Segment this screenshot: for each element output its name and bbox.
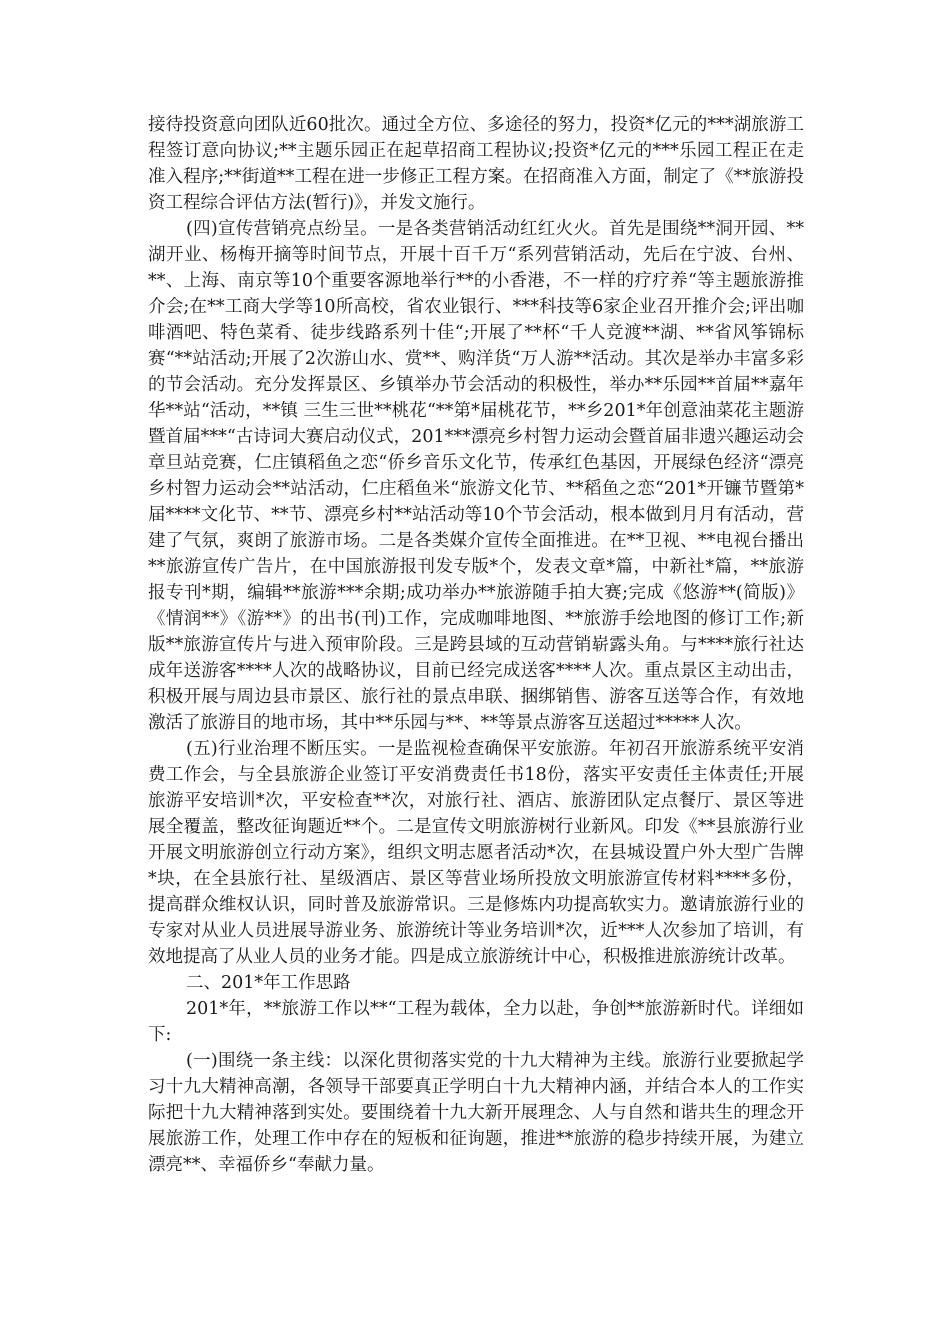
paragraph-main-line: (一)围绕一条主线：以深化贯彻落实党的十九大精神为主线。旅游行业要掀起学习十九大精神高潮，各领导干部要真正学明白十九大精神内涵，并结合本人的工作实际把十九大精神落到实处。要围绕着十九大新开展理念、人与自然和谐共生的理念开展旅游工作，处理工作中存在的短板和征询题，推进**旅游的稳步持续开展，为建立漂亮**、幸福侨乡“奉献力量。 (148, 1051, 804, 1175)
section-heading-work-plan: 二、201*年工作思路 (186, 973, 351, 993)
document-body (148, 112, 804, 1178)
paragraph-industry-governance: (五)行业治理不断压实。一是监视检查确保平安旅游。年初召开旅游系统平安消费工作会，与全县旅游企业签订平安消费责任书18份，落实平安责任主体责任;开展旅游平安培训*次，平安检查**次，对旅行社、酒店、旅游团队定点餐厅、景区等进展全覆盖，整改征询题近**个。二是宣传文明旅游树行业新风。印发《**县旅游行业开展文明旅游创立行动方案》，组织文明志愿者活动*次，在县城设置户外大型广告牌*块，在全县旅行社、星级酒店、景区等营业场所投放文明旅游宣传材料****多份，提高群众维权认识，同时普及旅游常识。三是修炼内功提高软实力。邀请旅游行业的专家对从业人员进展导游业务、旅游统计等业务培训*次，近***人次参加了培训，有效地提高了从业人员的业务才能。四是成立旅游统计中心，积极推进旅游统计改革。 (148, 739, 804, 967)
paragraph-investment-summary: 接待投资意向团队近60批次。通过全方位、多途径的努力，投资*亿元的***湖旅游工程签订意向协议;**主题乐园正在起草招商工程协议;投资*亿元的***乐园工程正在走准入程序;**街道**工程在进一步修正工程方案。在招商准入方面，制定了《**旅游投资工程综合评估方法(暂行)》，并发文施行。 (148, 115, 804, 213)
paragraph-work-plan-intro: 201*年，**旅游工作以**“工程为载体，全力以赴，争创**旅游新时代。详细如下: (148, 999, 804, 1045)
paragraph-marketing-highlights: (四)宣传营销亮点纷呈。一是各类营销活动红红火火。首先是围绕**洞开园、**湖开业、杨梅开摘等时间节点，开展十百千万“系列营销活动，先后在宁波、台州、**、上海、南京等10个重要客源地举行**的小香港，不一样的疗疗养“等主题旅游推介会;在**工商大学等10所高校，省农业银行、***科技等6家企业召开推介会;评出咖啡酒吧、特色菜肴、徒步线路系列十佳“;开展了**杯“千人竞渡**湖、**省风筝锦标赛“**站活动;开展了2次游山水、赏**、购洋货“万人游**活动。其次是举办丰富多彩的节会活动。充分发挥景区、乡镇举办节会活动的积极性，举办**乐园**首届**嘉年华**站“活动，**镇 三生三世**桃花“**第*届桃花节，**乡201*年创意油菜花主题游暨首届***“古诗词大赛启动仪式，201***漂亮乡村智力运动会暨首届非遗兴趣运动会章旦站竞赛，仁庄镇稻鱼之恋“侨乡音乐文化节，传承红色基因，开展绿色经济“漂亮乡村智力运动会**站活动，仁庄稻鱼米“旅游文化节、**稻鱼之恋“201*开镰节暨第*届****文化节、**节、漂亮乡村**站活动等10个节会活动，根本做到月月有活动，营建了气氛，爽朗了旅游市场。二是各类媒介宣传全面推进。在**卫视、**电视台播出**旅游宣传广告片，在中国旅游报刊发专版*个，发表文章*篇，中新社*篇，**旅游报专刊*期，编辑**旅游***余期;成功举办**旅游随手拍大赛;完成《悠游**(简版)》《情润**》《游**》的出书(刊)工作，完成咖啡地图、**旅游手绘地图的修订工作;新版**旅游宣传片与进入预审阶段。三是跨县域的互动营销崭露头角。与****旅行社达成年送游客****人次的战略协议，目前已经完成送客****人次。重点景区主动出击，积极开展与周边县市景区、旅行社的景点串联、捆绑销售、游客互送等合作，有效地激活了旅游目的地市场，其中**乐园与**、**等景点游客互送超过*****人次。 (148, 219, 804, 733)
